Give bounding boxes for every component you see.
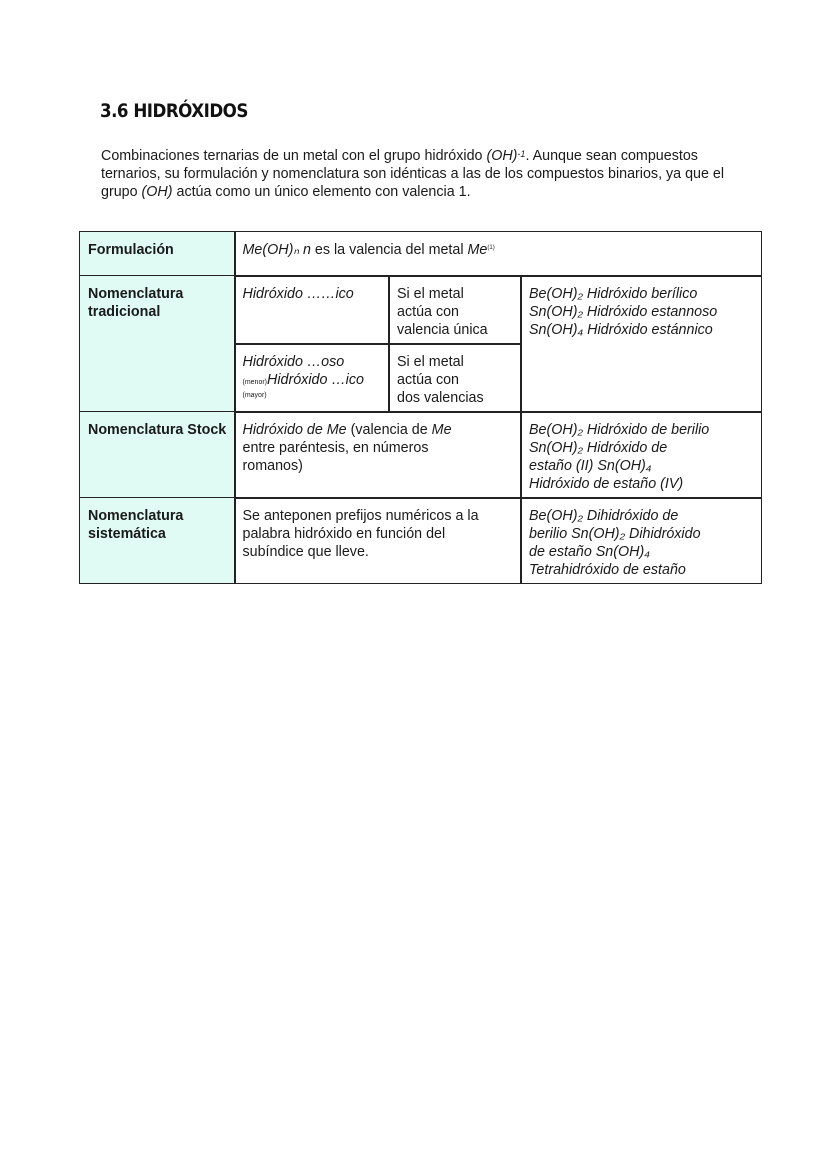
tradicional-cond-dos	[388, 343, 522, 413]
text: (valencia de	[346, 422, 432, 438]
oh-charge: -1	[517, 149, 526, 159]
example-line: Be(OH)₂ Hidróxido berílico	[529, 286, 698, 302]
intro-paragraph	[101, 147, 741, 201]
example-line: Be(OH)₂ Hidróxido de berilio	[529, 422, 710, 438]
oh-group: (OH)	[141, 184, 173, 200]
example-line: Tetrahidróxido de estaño	[529, 562, 686, 578]
formulacion-cell	[234, 231, 762, 277]
example-line: Sn(OH)₂ Hidróxido estannoso	[529, 304, 718, 320]
label-stock: Nomenclatura Stock	[79, 411, 236, 499]
oh-group: (OH)	[486, 148, 518, 164]
example-line: de estaño Sn(OH)₄	[529, 544, 650, 560]
text-line: Hidróxido …ico	[267, 372, 364, 388]
tradicional-rule-oso-ico	[234, 343, 390, 413]
stock-rule	[234, 411, 522, 499]
text-line: entre paréntesis, en números	[242, 440, 429, 456]
text: Hidróxido de Me	[242, 422, 347, 438]
text-line: Si el metal	[397, 354, 464, 370]
example-line: berilio Sn(OH)₂ Dihidróxido	[529, 526, 701, 542]
example-line: Hidróxido de estaño (IV)	[529, 476, 684, 492]
text-line: Si el metal	[397, 286, 464, 302]
mayor-note: (mayor)	[242, 392, 267, 399]
sistematica-examples	[520, 497, 762, 584]
text-line: actúa con	[397, 304, 459, 320]
sistematica-rule	[234, 497, 522, 584]
label-sistematica: Nomenclatura sistemática	[79, 497, 236, 584]
example-line: Sn(OH)₂ Hidróxido de	[529, 440, 668, 456]
formula: Me(OH)ₙ n	[242, 242, 311, 258]
text-line: romanos)	[242, 458, 303, 474]
example-line: Sn(OH)₄ Hidróxido estánnico	[529, 322, 713, 338]
text: Me	[431, 422, 452, 438]
metal-symbol: Me	[467, 242, 488, 258]
tradicional-cond-unica	[388, 275, 522, 345]
text-line: valencia única	[397, 322, 488, 338]
label-tradicional: Nomenclatura tradicional	[79, 275, 236, 413]
footnote-ref: (1)	[487, 245, 495, 251]
text-line: Hidróxido …oso	[242, 354, 345, 370]
menor-note: (menor)	[242, 379, 268, 386]
text-line: dos valencias	[397, 390, 484, 406]
label-formulacion: Formulación	[79, 231, 236, 277]
text-line: palabra hidróxido en función del	[242, 526, 446, 542]
example-line: estaño (II) Sn(OH)₄	[529, 458, 652, 474]
section-heading: 3.6 HIDRÓXIDOS	[100, 100, 248, 122]
tradicional-rule-ico: Hidróxido ……ico	[234, 275, 390, 345]
example-line: Be(OH)₂ Dihidróxido de	[529, 508, 679, 524]
stock-examples	[520, 411, 762, 499]
intro-text: . Aunque sean compuestos ternarios, su formulación y nomenclatura son idénticas a las de los compuestos binarios, ya que el grupo	[101, 148, 725, 200]
tradicional-examples	[520, 275, 762, 413]
intro-text: actúa como un único elemento con valencia 1.	[172, 184, 471, 200]
text-line: actúa con	[397, 372, 459, 388]
intro-text: Combinaciones ternarias de un metal con el grupo hidróxido	[101, 148, 487, 164]
text-line: subíndice que lleve.	[242, 544, 369, 560]
formula-desc: es la valencia del metal	[310, 242, 468, 258]
text-line: Se anteponen prefijos numéricos a la	[242, 508, 479, 524]
